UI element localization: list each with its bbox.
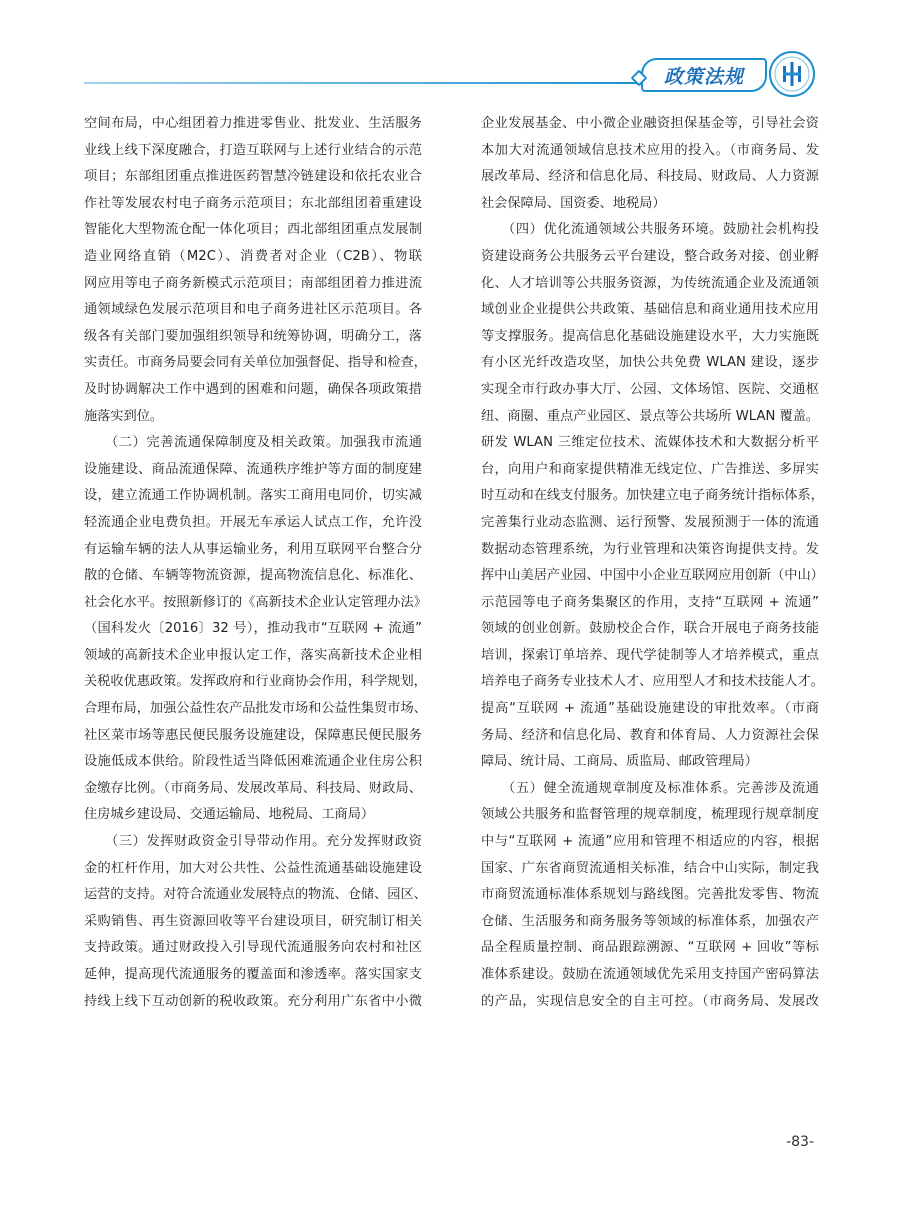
text-line: 住房城乡建设局、交通运输局、地税局、工商局） [84,807,375,823]
text-line: （四）优化流通领域公共服务环境。鼓励社会机构投 [481,222,819,238]
text-line: 研发 WLAN 三维定位技术、流媒体技术和大数据分析平 [481,435,819,451]
text-line: 持线上线下互动创新的税收政策。充分利用广东省中小微 [84,993,422,1009]
text-line: 域创业企业提供公共政策、基础信息和商业通用技术应用 [481,302,819,318]
text-line: 准体系建设。鼓励在流通领域优先采用支持国产密码算法 [481,967,819,982]
text-line: 空间布局，中心组团着力推进零售业、批发业、生活服务 [84,116,422,131]
text-line: 领域公共服务和监督管理的规章制度，梳理现行规章制度 [481,807,819,823]
text-line: 示范园等电子商务集聚区的作用，支持“互联网 + 流通” [481,594,819,610]
text-line: 国家、广东省商贸流通相关标准，结合中山实际，制定我 [481,860,819,876]
text-line: 延伸，提高现代流通服务的覆盖面和渗透率。落实国家支 [84,967,422,982]
text-line: （二）完善流通保障制度及相关政策。加强我市流通 [84,435,422,451]
text-line: 务局、经济和信息化局、教育和体育局、人力资源社会保 [481,727,819,743]
text-line: 业线上线下深度融合，打造互联网与上述行业结合的示范 [84,142,422,158]
header-rule [84,82,652,84]
publication-logo-icon [768,50,816,98]
text-line: 及时协调解决工作中遇到的困难和问题，确保各项政策措 [84,381,422,397]
text-line: 数据动态管理系统，为行业管理和决策咨询提供支持。发 [481,541,819,557]
text-line: 完善集行业动态监测、运行预警、发展预测于一体的流通 [481,514,819,530]
text-line: 施落实到位。 [84,408,164,424]
text-line: 轻流通企业电费负担。开展无车承运人试点工作，允许没 [84,514,422,530]
text-line: 台，向用户和商家提供精准无线定位、广告推送、多屏实 [481,461,819,477]
text-line: 培训，探索订单培养、现代学徒制等人才培养模式，重点 [481,647,819,663]
text-line: （五）健全流通规章制度及标准体系。完善涉及流通 [481,780,819,796]
text-line: 运营的支持。对符合流通业发展特点的物流、仓储、园区、 [84,887,427,903]
text-line: 关税收优惠政策。发挥政府和行业商协会作用，科学规划， [84,674,427,690]
text-line: 设，建立流通工作协调机制。落实工商用电同价，切实减 [84,488,422,504]
text-line: 社会化水平。按照新修订的《高新技术企业认定管理办法》 [84,594,427,610]
text-line: 培养电子商务专业技术人才、应用型人才和技术技能人才。 [481,674,824,690]
text-line: 市商贸流通标准体系规划与路线图。完善批发零售、物流 [481,887,819,903]
text-line: 智能化大型物流仓配一体化项目；西北部组团重点发展制 [84,222,422,238]
text-line: 障局、统计局、工商局、质监局、邮政管理局） [481,754,758,770]
text-line: 实责任。市商务局要会同有关单位加强督促、指导和检查， [84,355,427,371]
section-title: 政策法规 [663,65,744,88]
page-number: -83- [786,1134,814,1150]
text-line: 提高“互联网 + 流通”基础设施建设的审批效率。（市商 [481,701,819,717]
left-column [84,111,427,1015]
text-line: 的产品，实现信息安全的自主可控。（市商务局、发展改 [481,993,819,1009]
text-line: 网应用等电子商务新模式示范项目；南部组团着力推进流 [84,275,422,291]
text-line: 项目；东部组团重点推进医药智慧冷链建设和依托农业合 [84,169,422,185]
text-line: 支持政策。通过财政投入引导现代流通服务向农村和社区 [84,940,422,956]
text-line: 设施低成本供给。阶段性适当降低困难流通企业住房公积 [84,754,422,770]
text-line: 有小区光纤改造攻坚，加快公共免费 WLAN 建设，逐步 [481,355,819,371]
text-line: 等支撑服务。提高信息化基础设施建设水平，大力实施既 [481,328,819,344]
text-line: （国科发火〔2016〕32 号），推动我市“互联网 + 流通” [84,621,422,637]
text-line: 合理布局，加强公益性农产品批发市场和公益性集贸市场、 [84,701,427,717]
text-line: 设施建设、商品流通保障、流通秩序维护等方面的制度建 [84,461,422,477]
text-line: 金的杠杆作用，加大对公共性、公益性流通基础设施建设 [84,860,422,876]
text-line: 领域的创业创新。鼓励校企合作，联合开展电子商务技能 [481,621,819,637]
text-line: 时互动和在线支付服务。加快建立电子商务统计指标体系， [481,488,824,504]
text-line: 金缴存比例。（市商务局、发展改革局、科技局、财政局、 [84,780,422,796]
text-line: （三）发挥财政资金引导带动作用。充分发挥财政资 [84,834,422,850]
text-line: 作社等发展农村电子商务示范项目；东北部组团着重建设 [84,195,422,211]
text-line: 品全程质量控制、商品跟踪溯源、“互联网 + 回收”等标 [481,940,819,956]
section-tab [641,58,767,92]
text-line: 纽、商圈、重点产业园区、景点等公共场所 WLAN 覆盖。 [481,408,820,424]
text-line: 社区菜市场等惠民便民服务设施建设，保障惠民便民服务 [84,727,422,743]
text-line: 化、人才培训等公共服务资源，为传统流通企业及流通领 [481,275,819,291]
text-line: 有运输车辆的法人从事运输业务，利用互联网平台整合分 [84,541,422,557]
text-line: 级各有关部门要加强组织领导和统筹协调，明确分工，落 [84,328,422,344]
text-line: 实现全市行政办事大厅、公园、文体场馆、医院、交通枢 [481,381,819,397]
text-line: 采购销售、再生资源回收等平台建设项目，研究制订相关 [84,913,422,929]
text-line: 通领域绿色发展示范项目和电子商务进社区示范项目。各 [84,302,422,318]
text-line: 展改革局、经济和信息化局、科技局、财政局、人力资源 [481,169,819,185]
text-line: 本加大对流通领域信息技术应用的投入。（市商务局、发 [481,142,819,158]
text-line: 散的仓储、车辆等物流资源，提高物流信息化、标准化、 [84,568,422,584]
text-line: 社会保障局、国资委、地税局） [481,195,666,211]
text-line: 造业网络直销（M2C）、消费者对企业（C2B）、物联 [84,248,422,264]
text-line: 中与“互联网 + 流通”应用和管理不相适应的内容，根据 [481,834,819,850]
text-line: 资建设商务公共服务云平台建设，整合政务对接、创业孵 [481,248,819,264]
right-column [481,111,824,1015]
text-line: 仓储、生活服务和商务服务等领域的标准体系，加强农产 [481,913,819,929]
text-line: 领域的高新技术企业申报认定工作，落实高新技术企业相 [84,647,422,663]
text-line: 挥中山美居产业园、中国中小企业互联网应用创新（中山） [481,568,824,584]
text-line: 企业发展基金、中小微企业融资担保基金等，引导社会资 [481,116,819,131]
